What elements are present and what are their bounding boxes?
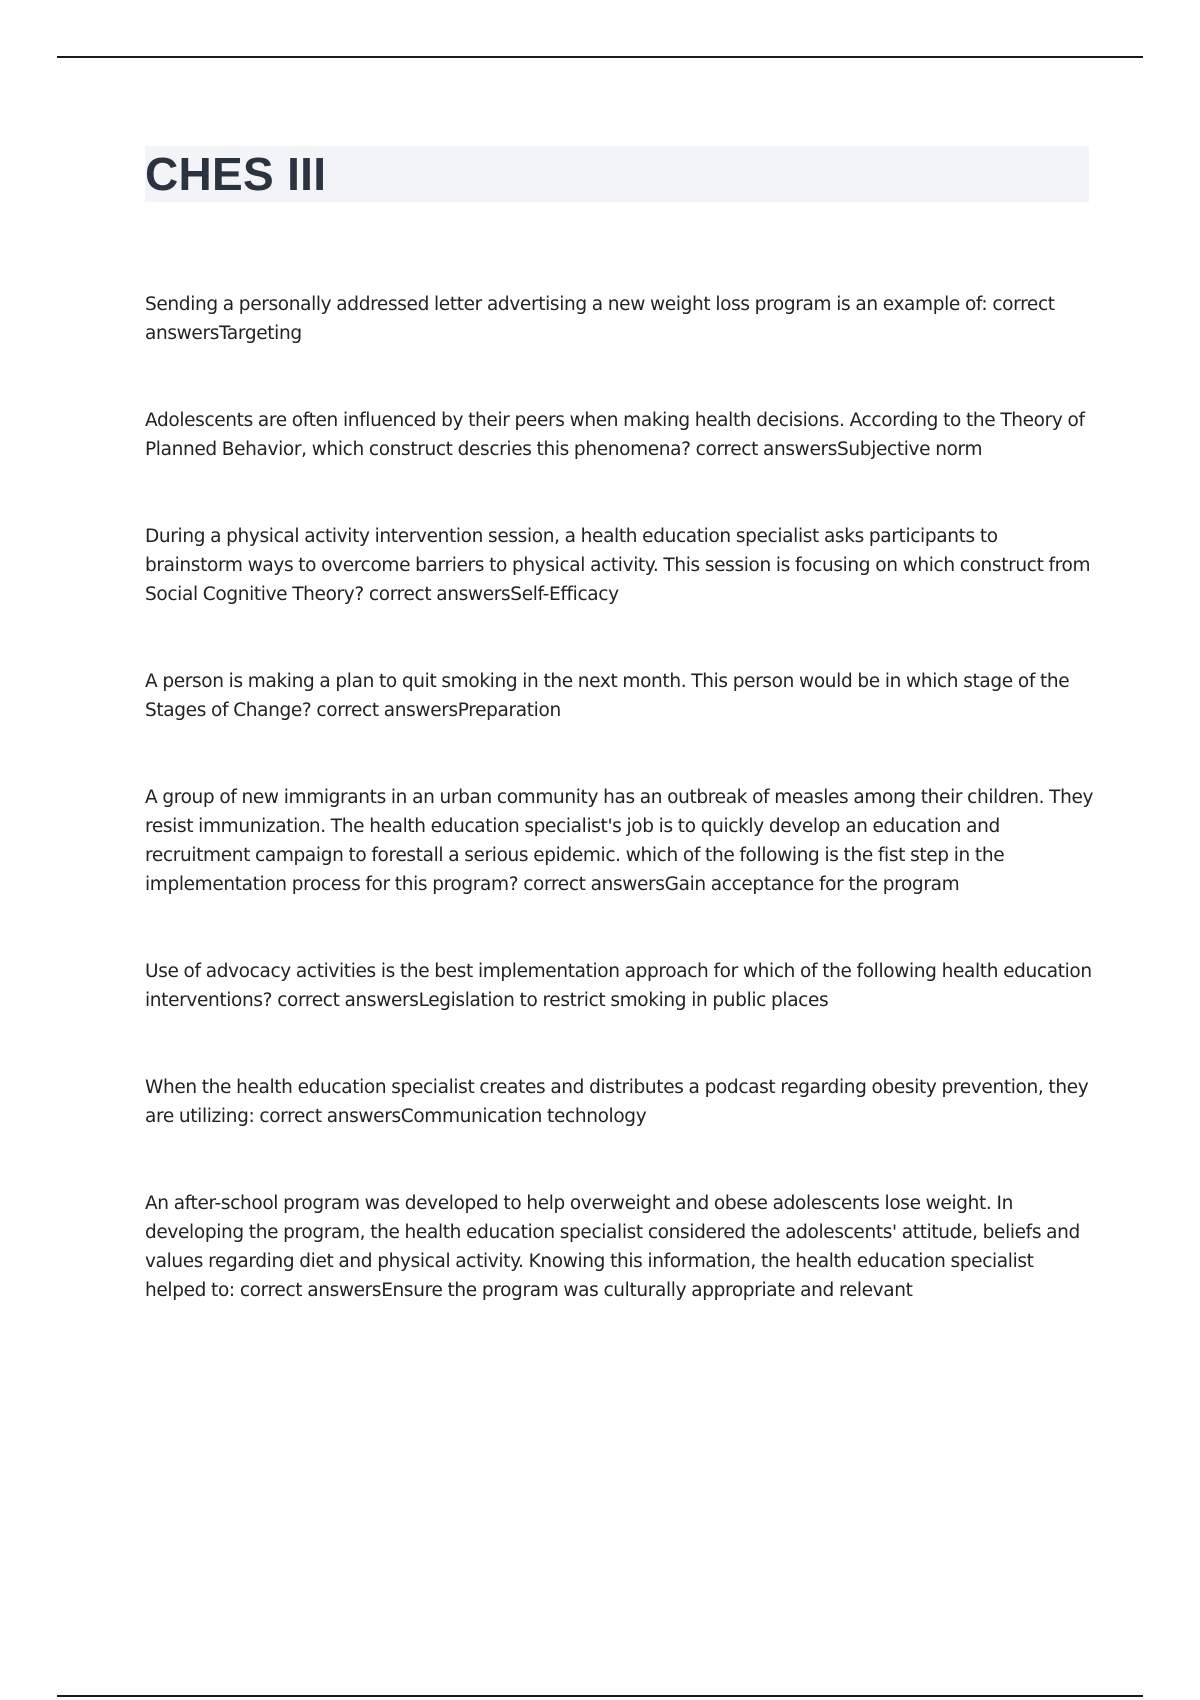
- question-text: Sending a personally addressed letter advertising a new weight loss program is an example of:: [145, 294, 988, 315]
- question-text: During a physical activity intervention session, a health education specialist asks participants to brainstorm ways to overcome barriers to physical activity. This session is focusing on which construct from Social Cognitive Theory?: [145, 526, 1091, 605]
- question-text: A group of new immigrants in an urban community has an outbreak of measles among their children. They resist immunization. The health education specialist's job is to quickly develop an education and recruitment campaign to forestall a serious epidemic. which of the following is the fist step in the implementation process for this program?: [145, 787, 1094, 895]
- answer-text: Communication technology: [400, 1106, 647, 1127]
- answer-prefix: correct answers: [368, 584, 511, 605]
- bottom-rule: [57, 1695, 1143, 1697]
- answer-prefix: correct answers: [239, 1280, 382, 1301]
- answer-text: Self-Efficacy: [510, 584, 619, 605]
- answer-text: Gain acceptance for the program: [664, 874, 960, 895]
- question-text: Use of advocacy activities is the best implementation approach for which of the following health education interventions?: [145, 961, 1092, 1011]
- qa-item: [145, 1189, 1095, 1305]
- answer-prefix: correct answers: [277, 990, 419, 1011]
- qa-item: [145, 1073, 1095, 1131]
- qa-item: [145, 783, 1095, 899]
- question-text: A person is making a plan to quit smoking in the next month. This person would be in which stage of the Stages of Change?: [145, 671, 1070, 721]
- question-text: An after-school program was developed to help overweight and obese adolescents lose weight. In developing the program, the health education specialist considered the adolescents' attitude, beliefs and values regarding diet and physical activity. Knowing this information, the health education specialist helped to:: [145, 1193, 1080, 1301]
- answer-prefix: correct answers: [316, 700, 458, 721]
- qa-list: [145, 290, 1095, 1363]
- qa-item: [145, 290, 1095, 348]
- qa-item: [145, 522, 1095, 609]
- question-text: Adolescents are often influenced by their peers when making health decisions. According to the Theory of Planned Behavior, which construct descries this phenomena?: [145, 410, 1085, 460]
- answer-prefix: correct answers: [523, 874, 665, 895]
- qa-item: [145, 406, 1095, 464]
- qa-item: [145, 667, 1095, 725]
- answer-text: Legislation to restrict smoking in public places: [418, 990, 829, 1011]
- answer-prefix: correct answers: [259, 1106, 401, 1127]
- question-text: When the health education specialist creates and distributes a podcast regarding obesity prevention, they are utilizing:: [145, 1077, 1089, 1127]
- qa-item: [145, 957, 1095, 1015]
- answer-text: Targeting: [219, 323, 302, 344]
- top-rule: [57, 56, 1143, 58]
- page-title: CHES III: [145, 148, 327, 200]
- answer-prefix: correct answers: [695, 439, 838, 460]
- answer-text: Subjective norm: [837, 439, 983, 460]
- answer-prefix: correct answers: [145, 294, 1055, 344]
- answer-text: Preparation: [457, 700, 561, 721]
- answer-text: Ensure the program was culturally appropriate and relevant: [381, 1280, 913, 1301]
